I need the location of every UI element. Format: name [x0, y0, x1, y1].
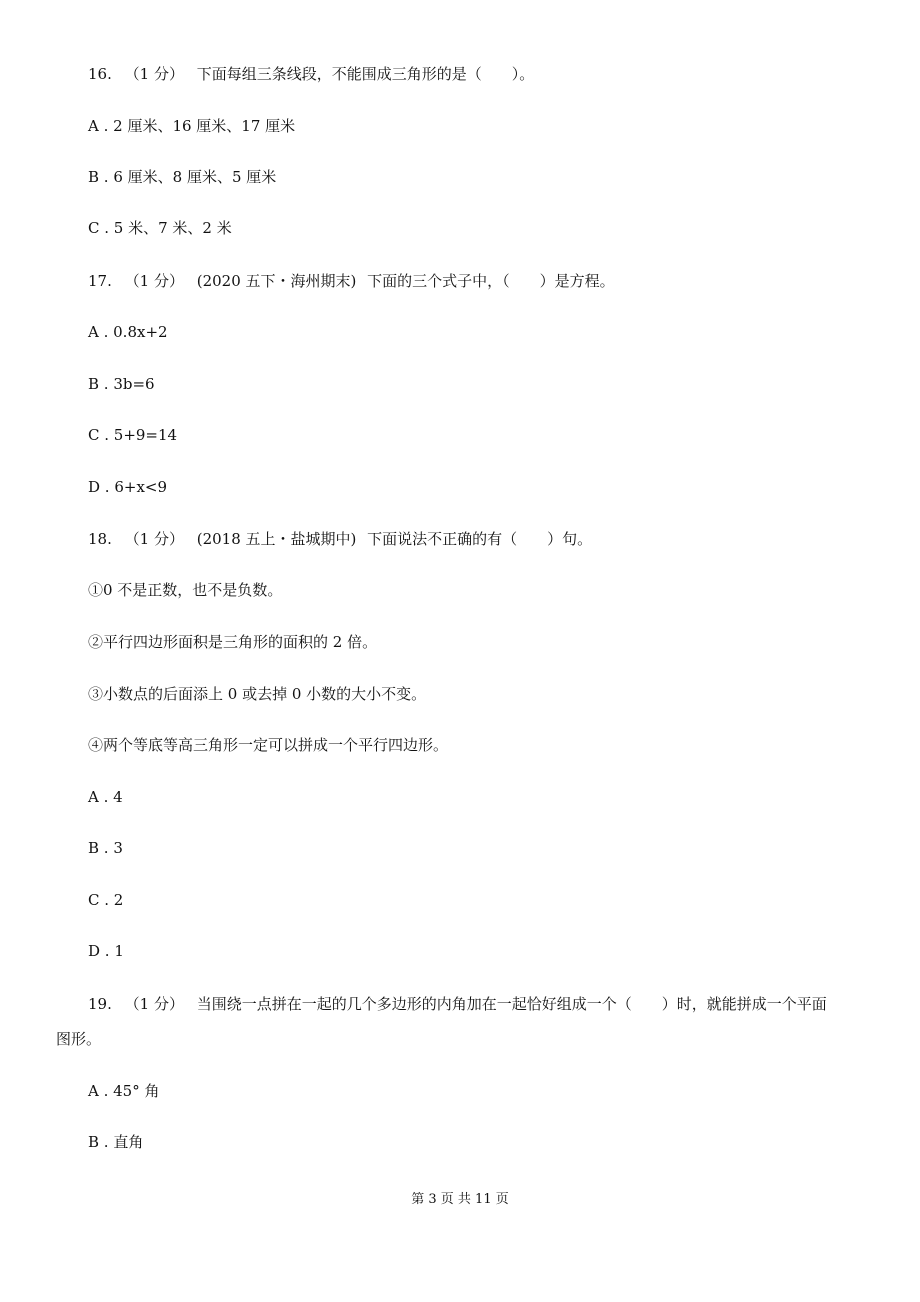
option-a: A . 2 厘米、16 厘米、17 厘米 [88, 117, 296, 135]
option-a: A . 4 [88, 788, 123, 806]
option-d: D . 6+x<9 [88, 478, 168, 496]
option-d: D . 1 [88, 942, 124, 960]
page-footer: 第 3 页 共 11 页 [411, 1192, 509, 1207]
option-a: A . 0.8x+2 [88, 323, 168, 341]
question-source: (2020 五下・海州期末) [196, 272, 357, 290]
question-stem: 下面说法不正确的有（ ）句。 [367, 530, 593, 548]
question-score: （1 分） [124, 530, 184, 548]
question-18-header [88, 529, 592, 549]
question-number: 17. [88, 272, 112, 290]
option-c: C . 5 米、7 米、2 米 [88, 219, 232, 237]
question-score: （1 分） [124, 65, 184, 83]
question-score: （1 分） [124, 272, 184, 290]
question-stem-continuation: 图形。 [56, 1030, 102, 1048]
question-stem: 下面的三个式子中，（ ）是方程。 [367, 272, 615, 290]
statement-2: ②平行四边形面积是三角形的面积的 2 倍。 [88, 633, 378, 651]
question-17-header [88, 271, 615, 291]
statement-1: ①0 不是正数，也不是负数。 [88, 581, 283, 599]
option-c: C . 2 [88, 891, 124, 909]
statement-3: ③小数点的后面添上 0 或去掉 0 小数的大小不变。 [88, 685, 427, 703]
option-b: B . 6 厘米、8 厘米、5 厘米 [88, 168, 277, 186]
option-b: B . 3b=6 [88, 375, 155, 393]
question-number: 16. [88, 65, 112, 83]
option-c: C . 5+9=14 [88, 426, 178, 444]
option-a: A . 45° 角 [88, 1082, 160, 1100]
question-source: (2018 五上・盐城期中) [196, 530, 357, 548]
option-b: B . 3 [88, 839, 123, 857]
question-number: 19. [88, 995, 112, 1013]
option-b: B . 直角 [88, 1133, 144, 1151]
question-19-header [88, 994, 827, 1014]
statement-4: ④两个等底等高三角形一定可以拼成一个平行四边形。 [88, 736, 449, 754]
question-stem: 当围绕一点拼在一起的几个多边形的内角加在一起恰好组成一个（ ）时，就能拼成一个平面 [196, 995, 827, 1013]
question-16-header [88, 64, 534, 84]
question-score: （1 分） [124, 995, 184, 1013]
question-number: 18. [88, 530, 112, 548]
question-stem: 下面每组三条线段，不能围成三角形的是（ ）。 [196, 65, 535, 83]
